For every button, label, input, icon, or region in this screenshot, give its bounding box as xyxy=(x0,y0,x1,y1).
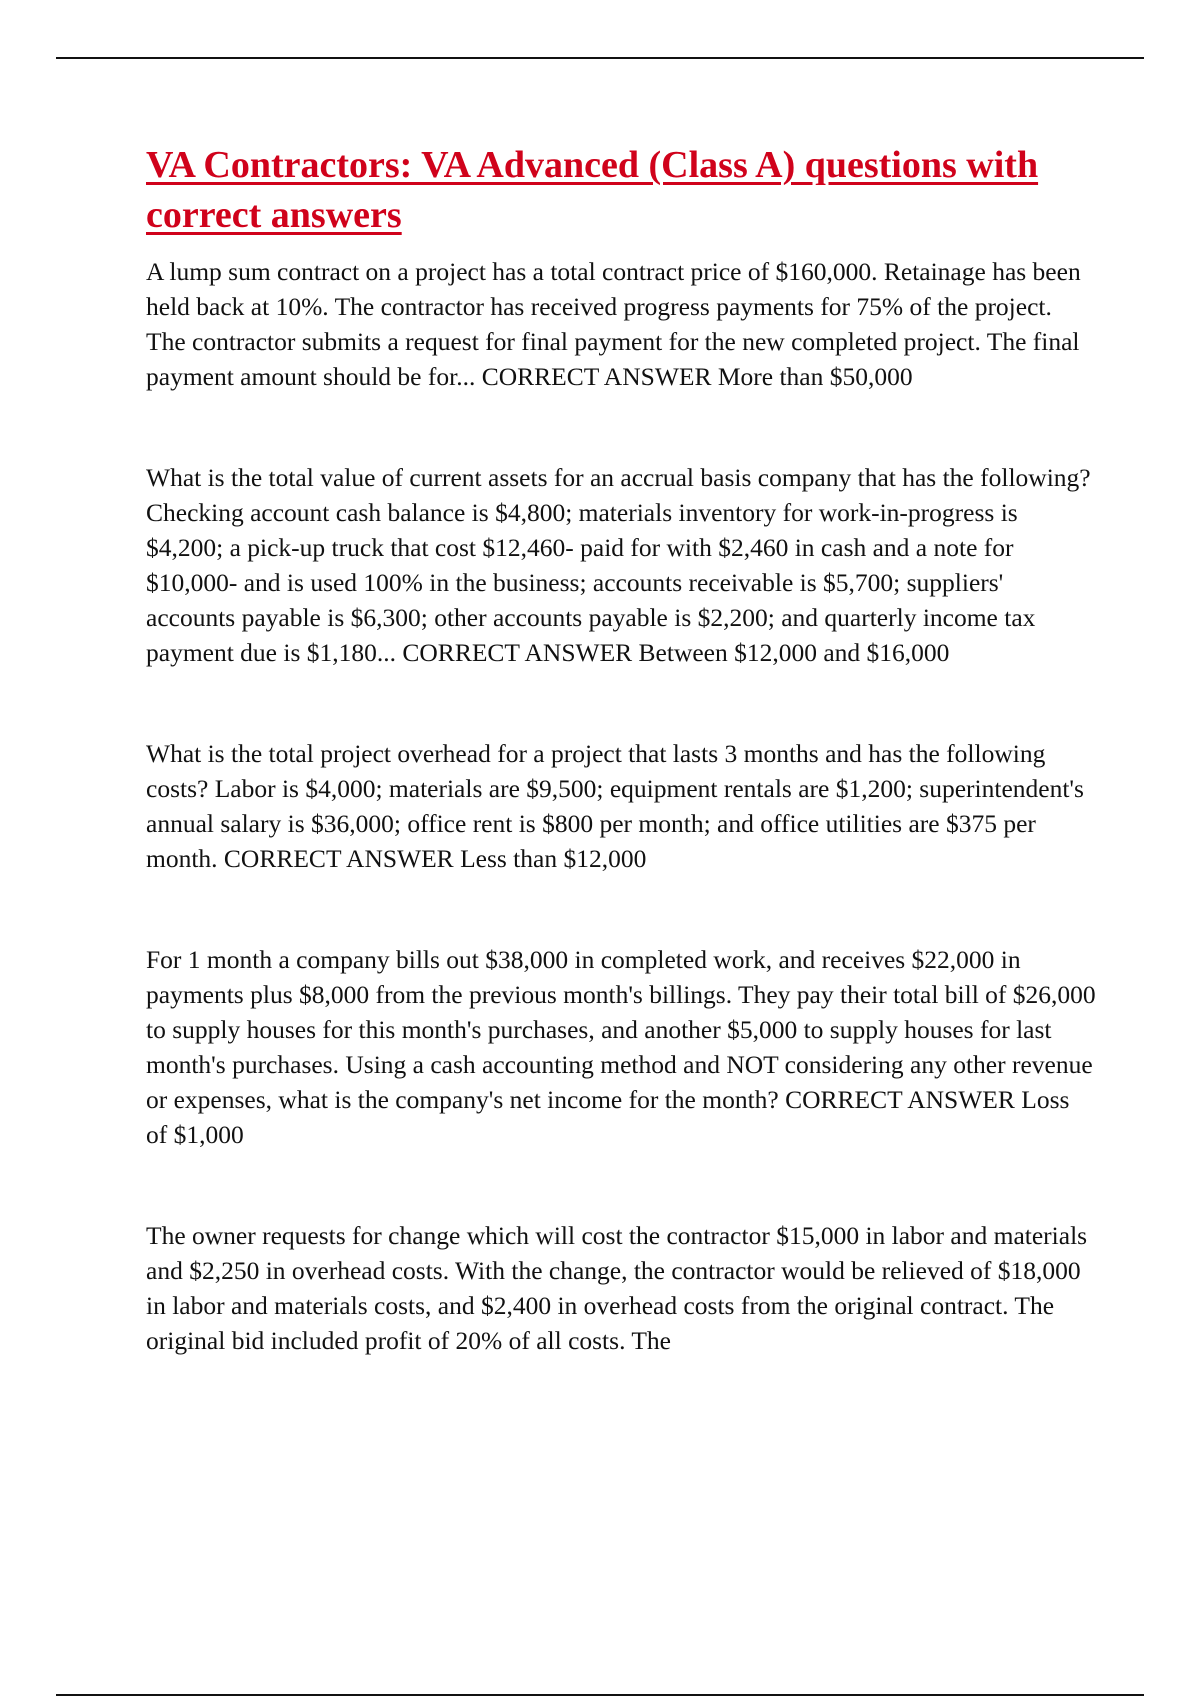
document-body xyxy=(146,140,1096,1424)
bottom-rule xyxy=(56,1694,1144,1696)
question-3: What is the total project overhead for a project that lasts 3 months and has the following costs? Labor is $4,000; materials are $9,500; equipment rentals are $1,200; superintendent's annual salary is $36,000; office rent is $800 per month; and office utilities are $375 per month. CORRECT ANSWER Less than $12,000 xyxy=(146,739,1084,873)
question-4: For 1 month a company bills out $38,000 in completed work, and receives $22,000 in payments plus $8,000 from the previous month's billings. They pay their total bill of $26,000 to supply houses for this month's purchases, and another $5,000 to supply houses for last month's purchases. Using a cash accounting method and NOT considering any other revenue or expenses, what is the company's net income for the month? CORRECT ANSWER Loss of $1,000 xyxy=(146,945,1096,1149)
question-1: A lump sum contract on a project has a total contract price of $160,000. Retainage has been held back at 10%. The contractor has received progress payments for 75% of the project. The contractor submits a request for final payment for the new completed project. The final payment amount should be for... CORRECT ANSWER More than $50,000 xyxy=(146,257,1081,391)
document-title: VA Contractors: VA Advanced (Class A) questions with correct answers xyxy=(146,144,1039,236)
top-rule xyxy=(56,57,1144,59)
question-2: What is the total value of current assets for an accrual basis company that has the following? Checking account cash balance is $4,800; materials inventory for work-in-progress is $4,200; a pick-up truck that cost $12,460- paid for with $2,460 in cash and a note for $10,000- and is used 100% in the business; accounts receivable is $5,700; suppliers' accounts payable is $6,300; other accounts payable is $2,200; and quarterly income tax payment due is $1,180... CORRECT ANSWER Between $12,000 and $16,000 xyxy=(146,463,1091,667)
question-5: The owner requests for change which will cost the contractor $15,000 in labor and materials and $2,250 in overhead costs. With the change, the contractor would be relieved of $18,000 in labor and materials costs, and $2,400 in overhead costs from the original contract. The original bid included profit of 20% of all costs. The xyxy=(146,1221,1088,1355)
